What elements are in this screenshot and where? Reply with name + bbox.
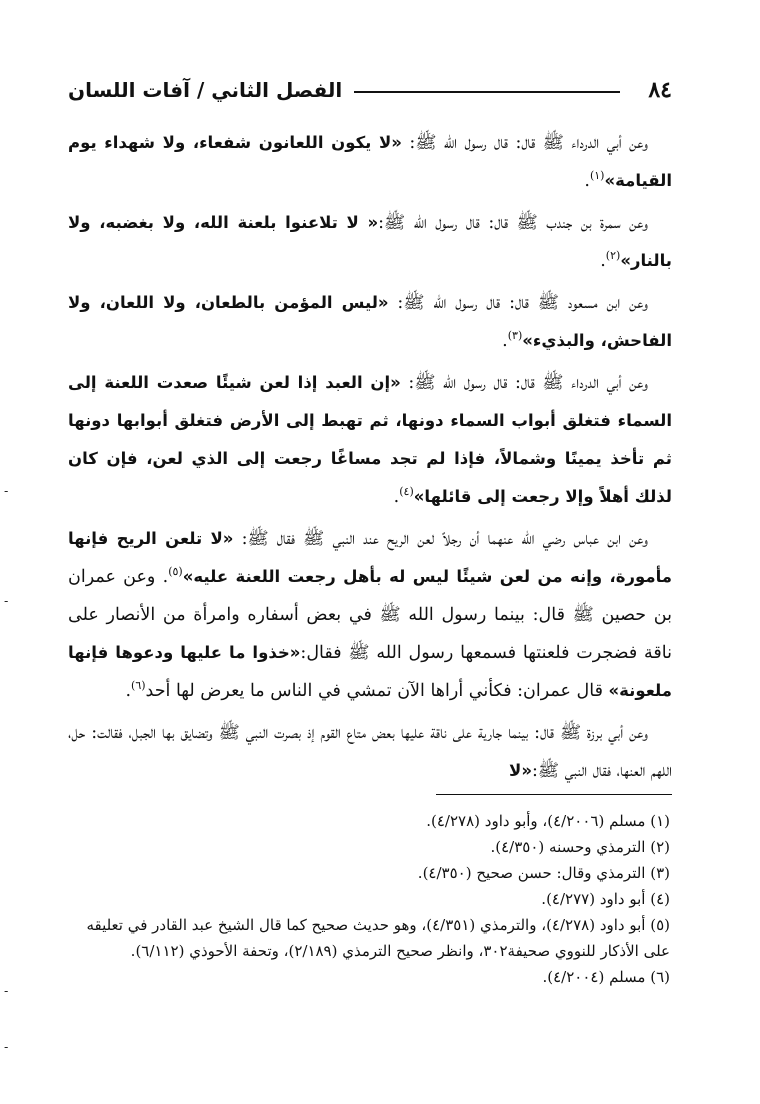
paragraph bbox=[68, 204, 672, 280]
paragraph-lead: وعن أبي الدرداء ﷺ قال: قال رسول الله ﷺ: bbox=[400, 373, 649, 393]
footnote-ref[interactable]: (٥) bbox=[168, 565, 183, 579]
footnote-ref[interactable]: (٤) bbox=[399, 485, 414, 499]
paragraph-tail: . bbox=[393, 487, 400, 507]
paragraph-tail: . bbox=[125, 681, 132, 701]
footnote: (٣) الترمذي وقال: حسن صحيح (٤/٣٥٠). bbox=[417, 864, 670, 882]
hadith-quote: «خذوا ما عليها ودعوها فإنها ملعونة» bbox=[68, 643, 672, 700]
running-header bbox=[68, 70, 672, 110]
footnote: (٤) أبو داود (٤/٢٧٧). bbox=[541, 890, 670, 908]
margin-mark: - bbox=[4, 594, 9, 608]
paragraph-tail: . bbox=[502, 331, 508, 351]
chapter-title: الفصل الثاني / آفات اللسان bbox=[68, 78, 343, 102]
hadith-quote: «ليس المؤمن بالطعان، ولا اللعان، ولا الفاحش، والبذيء» bbox=[68, 293, 672, 350]
paragraph bbox=[68, 124, 672, 200]
margin-mark: - bbox=[4, 1040, 9, 1054]
footnote-ref[interactable]: (٣) bbox=[507, 329, 523, 343]
paragraph bbox=[68, 520, 672, 710]
footnote-separator bbox=[436, 794, 672, 795]
footnote-ref[interactable]: (١) bbox=[589, 169, 605, 183]
paragraph-tail: . bbox=[600, 251, 606, 271]
margin-mark: - bbox=[4, 984, 9, 998]
hadith-quote: «لا تلعن الريح فإنها مأمورة، وإنه من لعن شيئًا ليس له بأهل رجعت اللعنة عليه» bbox=[68, 529, 672, 586]
paragraph bbox=[68, 284, 672, 360]
paragraph bbox=[68, 714, 672, 790]
paragraph-lead: وعن أبي الدرداء ﷺ قال: قال رسول الله ﷺ: bbox=[401, 133, 648, 153]
body-text bbox=[68, 124, 672, 790]
footnote: (١) مسلم (٤/٢٠٠٦)، وأبو داود (٤/٢٧٨). bbox=[426, 812, 670, 830]
hadith-quote: «إن العبد إذا لعن شيئًا صعدت اللعنة إلى السماء فتغلق أبواب السماء دونها، ثم تهبط إلى الأرض فتغلق أبوابها دونها ثم تأخذ يمينًا وشمالاً، فإذا لم تجد مساغًا رجعت إلى الذي لعن، فإن كان لذلك أهلاً وإلا رجعت إلى قائلها» bbox=[68, 373, 672, 506]
hadith-quote: «لا يكون اللعانون شفعاء، ولا شهداء يوم القيامة» bbox=[68, 133, 672, 190]
margin-mark: - bbox=[4, 484, 9, 498]
paragraph-lead: وعن ابن مسعود ﷺ قال: قال رسول الله ﷺ: bbox=[388, 293, 649, 313]
hadith-quote: «لا bbox=[509, 761, 532, 780]
paragraph bbox=[68, 364, 672, 516]
footnote: (٦) مسلم (٤/٢٠٠٤). bbox=[542, 968, 670, 986]
footnote: (٥) أبو داود (٤/٢٧٨)، والترمذي (٤/٣٥١)، وهو حديث صحيح كما قال الشيخ عبد القادر في تعليقه على الأذكار للنووي صحيفة٣٠٢، وانظر صحيح الترمذي (٢/١٨٩)، وتحفة الأحوذي (٦/١١٢). bbox=[86, 916, 670, 960]
page bbox=[68, 70, 672, 986]
paragraph-tail: . bbox=[584, 171, 590, 191]
page-number: ٨٤ bbox=[648, 77, 672, 103]
footnote-ref[interactable]: (٢) bbox=[605, 249, 621, 263]
footnote: (٢) الترمذي وحسنه (٤/٣٥٠). bbox=[490, 838, 670, 856]
paragraph-tail: قال عمران: فكأني أراها الآن تمشي في الناس ما يعرض لها أحد bbox=[145, 681, 609, 701]
paragraph-lead: وعن ابن عباس رضي الله عنهما أن رجلاً لعن الريح عند النبي ﷺ فقال ﷺ: bbox=[233, 529, 648, 549]
paragraph-lead: وعن سمرة بن جندب ﷺ قال: قال رسول الله ﷺ: bbox=[378, 213, 648, 233]
footnotes bbox=[68, 808, 672, 990]
hadith-quote: « لا تلاعنوا بلعنة الله، ولا بغضبه، ولا بالنار» bbox=[68, 213, 672, 270]
footnote-ref[interactable]: (٦) bbox=[131, 679, 146, 693]
paragraph-tail: . وعن عمران بن حصين ﷺ قال: بينما رسول الله ﷺ في بعض أسفاره وامرأة من الأنصار على ناقة فضجرت فلعنتها فسمعها رسول الله ﷺ فقال: bbox=[68, 567, 672, 663]
paragraph-lead: وعن أبي برزة ﷺ قال: بينما جارية على ناقة عليها بعض متاع القوم إذ بصرت النبي ﷺ وتضايق بها الجبل، فقالت: حل، اللهم العنها، فقال النبي ﷺ: bbox=[68, 723, 672, 781]
header-rule bbox=[354, 91, 620, 93]
